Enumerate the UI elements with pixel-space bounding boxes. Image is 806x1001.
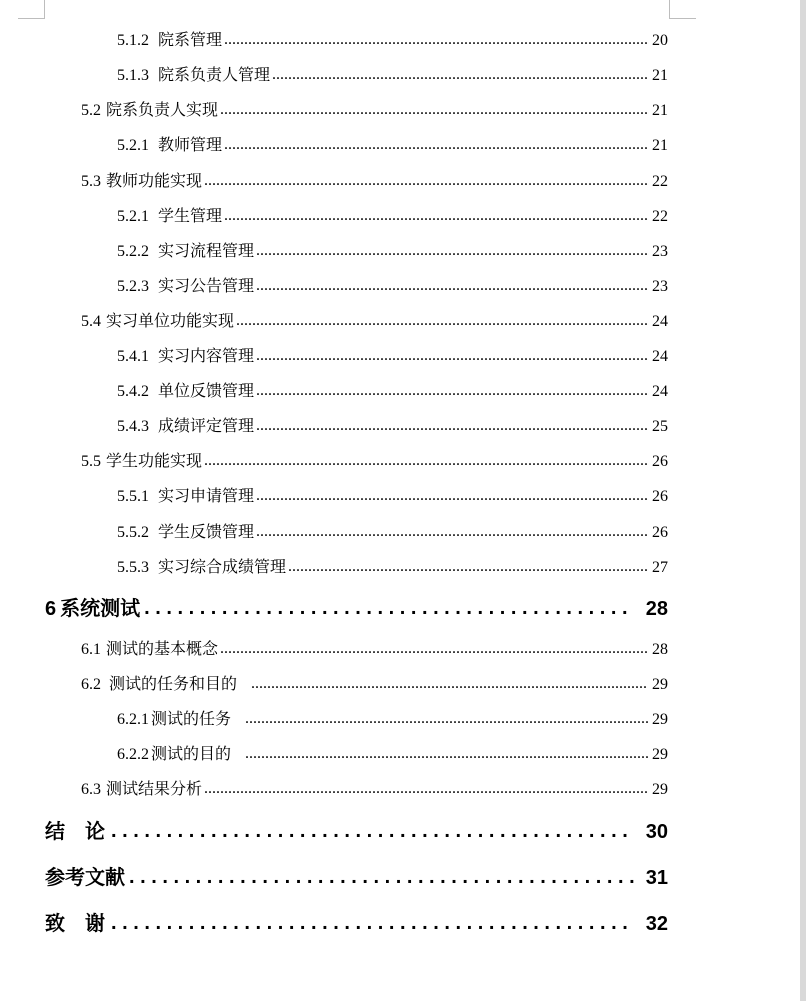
toc-leader-dots bbox=[220, 640, 648, 658]
toc-entry-title: 测试的基本概念 bbox=[106, 641, 219, 658]
toc-entry-number: 5.2 bbox=[81, 102, 101, 119]
toc-entry-page: 22 bbox=[652, 173, 668, 190]
toc-entry[interactable] bbox=[117, 483, 668, 506]
window-edge bbox=[800, 0, 806, 1001]
toc-entry-number: 6 bbox=[45, 598, 57, 620]
toc-entry-page: 24 bbox=[652, 348, 668, 365]
toc-leader-dots bbox=[204, 780, 648, 798]
toc-entry-title: 院系管理 bbox=[158, 32, 223, 49]
toc-entry-page: 21 bbox=[652, 102, 668, 119]
toc-leader-dots bbox=[111, 820, 634, 843]
toc-leader-dots bbox=[144, 597, 634, 620]
toc-entry-number: 5.2.1 bbox=[117, 137, 149, 154]
toc-entry-title: 测试的任务 bbox=[151, 711, 232, 728]
toc-entry-number: 5.4.2 bbox=[117, 383, 149, 400]
toc-leader-dots bbox=[129, 866, 634, 889]
toc-leader-dots bbox=[256, 277, 648, 295]
toc-entry-page: 26 bbox=[652, 453, 668, 470]
toc-entry-page: 20 bbox=[652, 32, 668, 49]
toc-entry-number: 5.5 bbox=[81, 453, 101, 470]
toc-entry-page: 24 bbox=[652, 313, 668, 330]
toc-entry-number: 6.2 bbox=[81, 676, 101, 693]
toc-entry-number: 5.5.1 bbox=[117, 488, 149, 505]
toc-entry-page: 26 bbox=[652, 524, 668, 541]
toc-entry-page: 21 bbox=[652, 67, 668, 84]
toc-entry-number: 5.5.2 bbox=[117, 524, 149, 541]
toc-entry[interactable] bbox=[117, 343, 668, 366]
toc-entry-page: 26 bbox=[652, 488, 668, 505]
toc-entry-page: 32 bbox=[645, 913, 668, 935]
toc-leader-dots bbox=[256, 417, 648, 435]
toc-entry-page: 29 bbox=[652, 781, 668, 798]
toc-entry-title: 测试结果分析 bbox=[106, 781, 203, 798]
toc-entry[interactable] bbox=[81, 97, 668, 120]
crop-mark-top-left bbox=[18, 0, 45, 19]
toc-chapter-entry[interactable] bbox=[45, 861, 668, 890]
crop-mark-top-right bbox=[669, 0, 696, 19]
toc-entry-title: 实习公告管理 bbox=[158, 278, 255, 295]
toc-entry-number: 5.2.2 bbox=[117, 243, 149, 260]
toc-entry-page: 29 bbox=[652, 676, 668, 693]
toc-entry-number: 5.4.3 bbox=[117, 418, 149, 435]
toc-entry-page: 23 bbox=[652, 278, 668, 295]
toc-entry-title: 院系负责人管理 bbox=[158, 67, 271, 84]
toc-entry-page: 28 bbox=[652, 641, 668, 658]
toc-leader-dots bbox=[256, 242, 648, 260]
toc-entry-page: 21 bbox=[652, 137, 668, 154]
toc-entry[interactable] bbox=[81, 636, 668, 659]
toc-entry-title: 学生管理 bbox=[158, 208, 223, 225]
toc-entry[interactable] bbox=[81, 671, 668, 694]
toc-entry[interactable] bbox=[117, 413, 668, 436]
toc-entry[interactable] bbox=[81, 168, 668, 191]
toc-entry-page: 25 bbox=[652, 418, 668, 435]
toc-entry-title: 教师管理 bbox=[158, 137, 223, 154]
toc-entry[interactable] bbox=[81, 776, 668, 799]
toc-entry-page: 31 bbox=[645, 867, 668, 889]
toc-leader-dots bbox=[224, 136, 648, 154]
toc-entry-title: 系统测试 bbox=[60, 598, 141, 620]
toc-entry[interactable] bbox=[117, 273, 668, 296]
toc-entry-number: 6.3 bbox=[81, 781, 101, 798]
toc-entry-number: 5.4 bbox=[81, 313, 101, 330]
toc-entry[interactable] bbox=[117, 519, 668, 542]
toc-entry-title: 实习申请管理 bbox=[158, 488, 255, 505]
toc-entry-title: 成绩评定管理 bbox=[158, 418, 255, 435]
toc-entry[interactable] bbox=[117, 203, 668, 226]
toc-leader-dots bbox=[224, 207, 648, 225]
toc-entry-page: 24 bbox=[652, 383, 668, 400]
toc-leader-dots bbox=[256, 347, 648, 365]
toc-entry-page: 22 bbox=[652, 208, 668, 225]
toc-entry[interactable] bbox=[117, 238, 668, 261]
toc-leader-dots bbox=[256, 523, 648, 541]
toc-chapter-entry[interactable] bbox=[45, 907, 668, 936]
toc-entry-title: 实习单位功能实现 bbox=[106, 313, 235, 330]
toc-entry-page: 28 bbox=[645, 598, 668, 620]
toc-entry-title: 实习流程管理 bbox=[158, 243, 255, 260]
toc-leader-dots bbox=[220, 101, 648, 119]
toc-entry-number: 5.2.1 bbox=[117, 208, 149, 225]
toc-entry-title: 测试的目的 bbox=[151, 746, 232, 763]
toc-entry-title: 实习综合成绩管理 bbox=[158, 559, 287, 576]
toc-leader-dots bbox=[204, 172, 648, 190]
toc-leader-dots bbox=[111, 912, 634, 935]
toc-leader-dots bbox=[204, 452, 648, 470]
toc-leader-dots bbox=[224, 31, 648, 49]
toc-entry-page: 23 bbox=[652, 243, 668, 260]
toc-entry-title: 致谢 bbox=[45, 913, 125, 935]
toc-entry-title: 参考文献 bbox=[45, 867, 125, 889]
toc-entry[interactable] bbox=[117, 706, 668, 729]
toc-entry-title: 院系负责人实现 bbox=[106, 102, 219, 119]
toc-entry[interactable] bbox=[117, 741, 668, 764]
toc-entry[interactable] bbox=[117, 554, 668, 577]
toc-entry-number: 5.4.1 bbox=[117, 348, 149, 365]
toc-entry-page: 29 bbox=[652, 746, 668, 763]
toc-chapter-entry[interactable] bbox=[45, 592, 668, 621]
toc-entry-title: 单位反馈管理 bbox=[158, 383, 255, 400]
toc-entry-title: 学生反馈管理 bbox=[158, 524, 255, 541]
toc-entry-title: 测试的任务和目的 bbox=[109, 676, 238, 693]
toc-entry-number: 5.2.3 bbox=[117, 278, 149, 295]
toc-entry[interactable] bbox=[117, 378, 668, 401]
toc-entry-page: 29 bbox=[652, 711, 668, 728]
toc-entry-number: 5.5.3 bbox=[117, 559, 149, 576]
toc-entry-title: 结论 bbox=[45, 821, 125, 843]
toc-entry-title: 教师功能实现 bbox=[106, 173, 203, 190]
toc-entry-number: 5.3 bbox=[81, 173, 101, 190]
toc-leader-dots bbox=[288, 558, 648, 576]
toc-entry-number: 6.1 bbox=[81, 641, 101, 658]
toc-leader-dots bbox=[245, 710, 648, 728]
toc-entry-number: 6.2.1 bbox=[117, 711, 149, 728]
toc-entry-number: 5.1.3 bbox=[117, 67, 149, 84]
toc-leader-dots bbox=[256, 382, 648, 400]
toc-entry[interactable] bbox=[117, 27, 668, 50]
toc-leader-dots bbox=[236, 312, 648, 330]
toc-chapter-entry[interactable] bbox=[45, 815, 668, 844]
toc-entry-page: 30 bbox=[645, 821, 668, 843]
toc-leader-dots bbox=[251, 675, 648, 693]
toc-entry[interactable] bbox=[81, 308, 668, 331]
toc-entry-title: 学生功能实现 bbox=[106, 453, 203, 470]
toc-entry[interactable] bbox=[117, 62, 668, 85]
toc-leader-dots bbox=[272, 66, 648, 84]
toc-entry[interactable] bbox=[117, 132, 668, 155]
toc-entry-number: 5.1.2 bbox=[117, 32, 149, 49]
toc-leader-dots bbox=[256, 487, 648, 505]
toc-entry-page: 27 bbox=[652, 559, 668, 576]
toc-entry-number: 6.2.2 bbox=[117, 746, 149, 763]
toc-entry[interactable] bbox=[81, 448, 668, 471]
toc-entry-title: 实习内容管理 bbox=[158, 348, 255, 365]
toc-leader-dots bbox=[245, 745, 648, 763]
